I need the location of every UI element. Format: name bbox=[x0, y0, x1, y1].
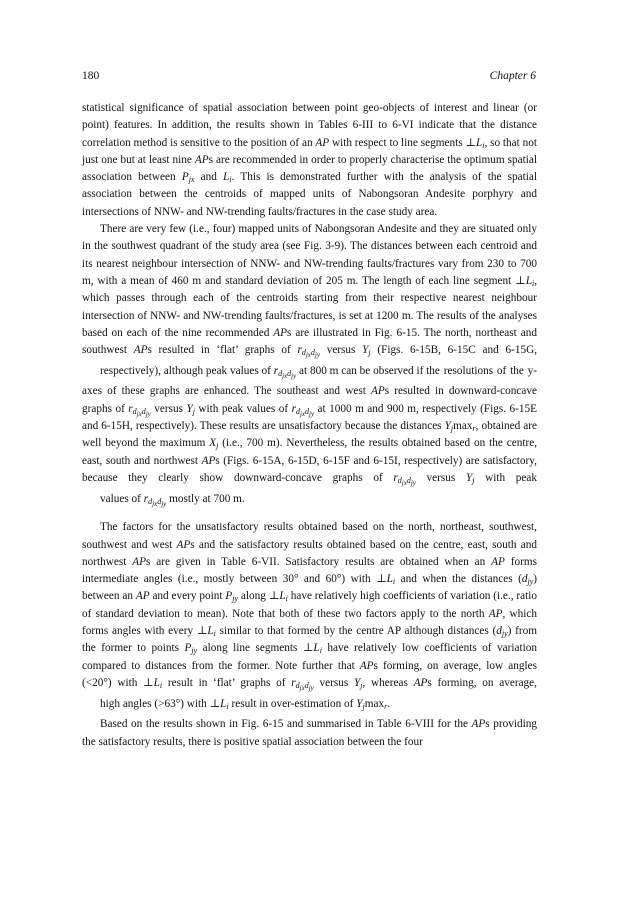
paragraph-1: statistical significance of spatial association between point geo-objects of interest and linear (or point) features. In addition, the results shown in Tables 6-III to 6-VI indicate that the distance correlation method is sensitive to the position of an AP with respect to line segments $\perp L_i$, so that not just one but at least nine APs are recommended in order to properly characterise the optimum spatial association between $P_{jx}$ and $L_i$. This is demonstrated further with the analysis of the spatial association between the centroids of mapped units of Nabongsoran Andesite porphyry and intersections of NNW- and NW-trending faults/fractures in the case study area. bbox=[82, 102, 537, 218]
body-text bbox=[82, 100, 537, 751]
page-number: 180 bbox=[82, 70, 100, 82]
paragraph-3: The factors for the unsatisfactory results obtained based on the north, northeast, southwest, southwest and west APs and the satisfactory results obtained based on the centre, east, south and northwest APs are given in Table 6-VII. Satisfactory results are obtained when an AP forms intermediate angles (i.e., mostly between 30° and 60°) with $\perp L_i$ and when the distances $(d_{jy})$ between an AP and every point $P_{jy}$ along $\perp L_i$ have relatively high coefficients of variation (i.e., ratio of standard deviation to mean). Note that both of these two factors apply to the north AP, which forms angles with every $\perp L_i$ similar to that formed by the centre AP although distances $(d_{jy})$ from the former to points $P_{jy}$ along line segments $\perp L_i$ have relatively low coefficients of variation compared to distances from the former. Note further that APs forming, on average, low angles (<20°) with $\perp L_i$ result in ‘flat’ graphs of $r_{d_{jx}d_{jy}}$ versus $Y_j$, whereas APs forming, on average, high angles (>63°) with $\perp L_i$ result in over-estimation of $Y_j\max_r$. bbox=[82, 521, 538, 712]
page-header bbox=[82, 70, 536, 86]
chapter-title: Chapter 6 bbox=[489, 70, 536, 82]
paragraph-4: Based on the results shown in Fig. 6-15 and summarised in Table 6-VIII for the APs providing the satisfactory results, there is positive spatial association between the four bbox=[82, 718, 537, 748]
paragraph-2: There are very few (i.e., four) mapped units of Nabongsoran Andesite and they are situated only in the southwest quadrant of the study area (see Fig. 3-9). The distances between each centroid and its nearest neighbour intersection of NNW- and NW-trending faults/fractures vary from 230 to 700 m, with a mean of 460 m and standard deviation of 205 m. The length of each line segment $\perp L_i$, which passes through each of the centroids starting from their respective nearest neighbour intersection of NNW- and NW-trending faults/fractures, is set at 1200 m. The results of the analyses based on each of the nine recommended APs are illustrated in Fig. 6-15. The north, northeast and southwest APs resulted in ‘flat’ graphs of $r_{d_{jx}d_{jy}}$ versus $Y_j$ (Figs. 6-15B, 6-15C and 6-15G, respectively), although peak values of $r_{d_{jx}d_{jy}}$ at 800 m can be observed if the resolutions of the y-axes of these graphs are enhanced. The southeast and west APs resulted in downward-concave graphs of $r_{d_{jx}d_{jy}}$ versus $Y_j$ with peak values of $r_{d_{jx}d_{jy}}$ at 1000 m and 900 m, respectively (Figs. 6-15E and 6-15H, respectively). These results are unsatisfactory because the distances $Y_j\max_r$, obtained are well beyond the maximum $X_j$ (i.e., 700 m). Nevertheless, the results obtained based on the centre, east, south and northwest APs (Figs. 6-15A, 6-15D, 6-15F and 6-15I, respectively) are satisfactory, because they clearly show downward-concave graphs of $r_{d_{jx}d_{jy}}$ versus $Y_j$ with peak values of $r_{d_{jx}d_{jy}}$ mostly at 700 m. bbox=[82, 223, 538, 509]
